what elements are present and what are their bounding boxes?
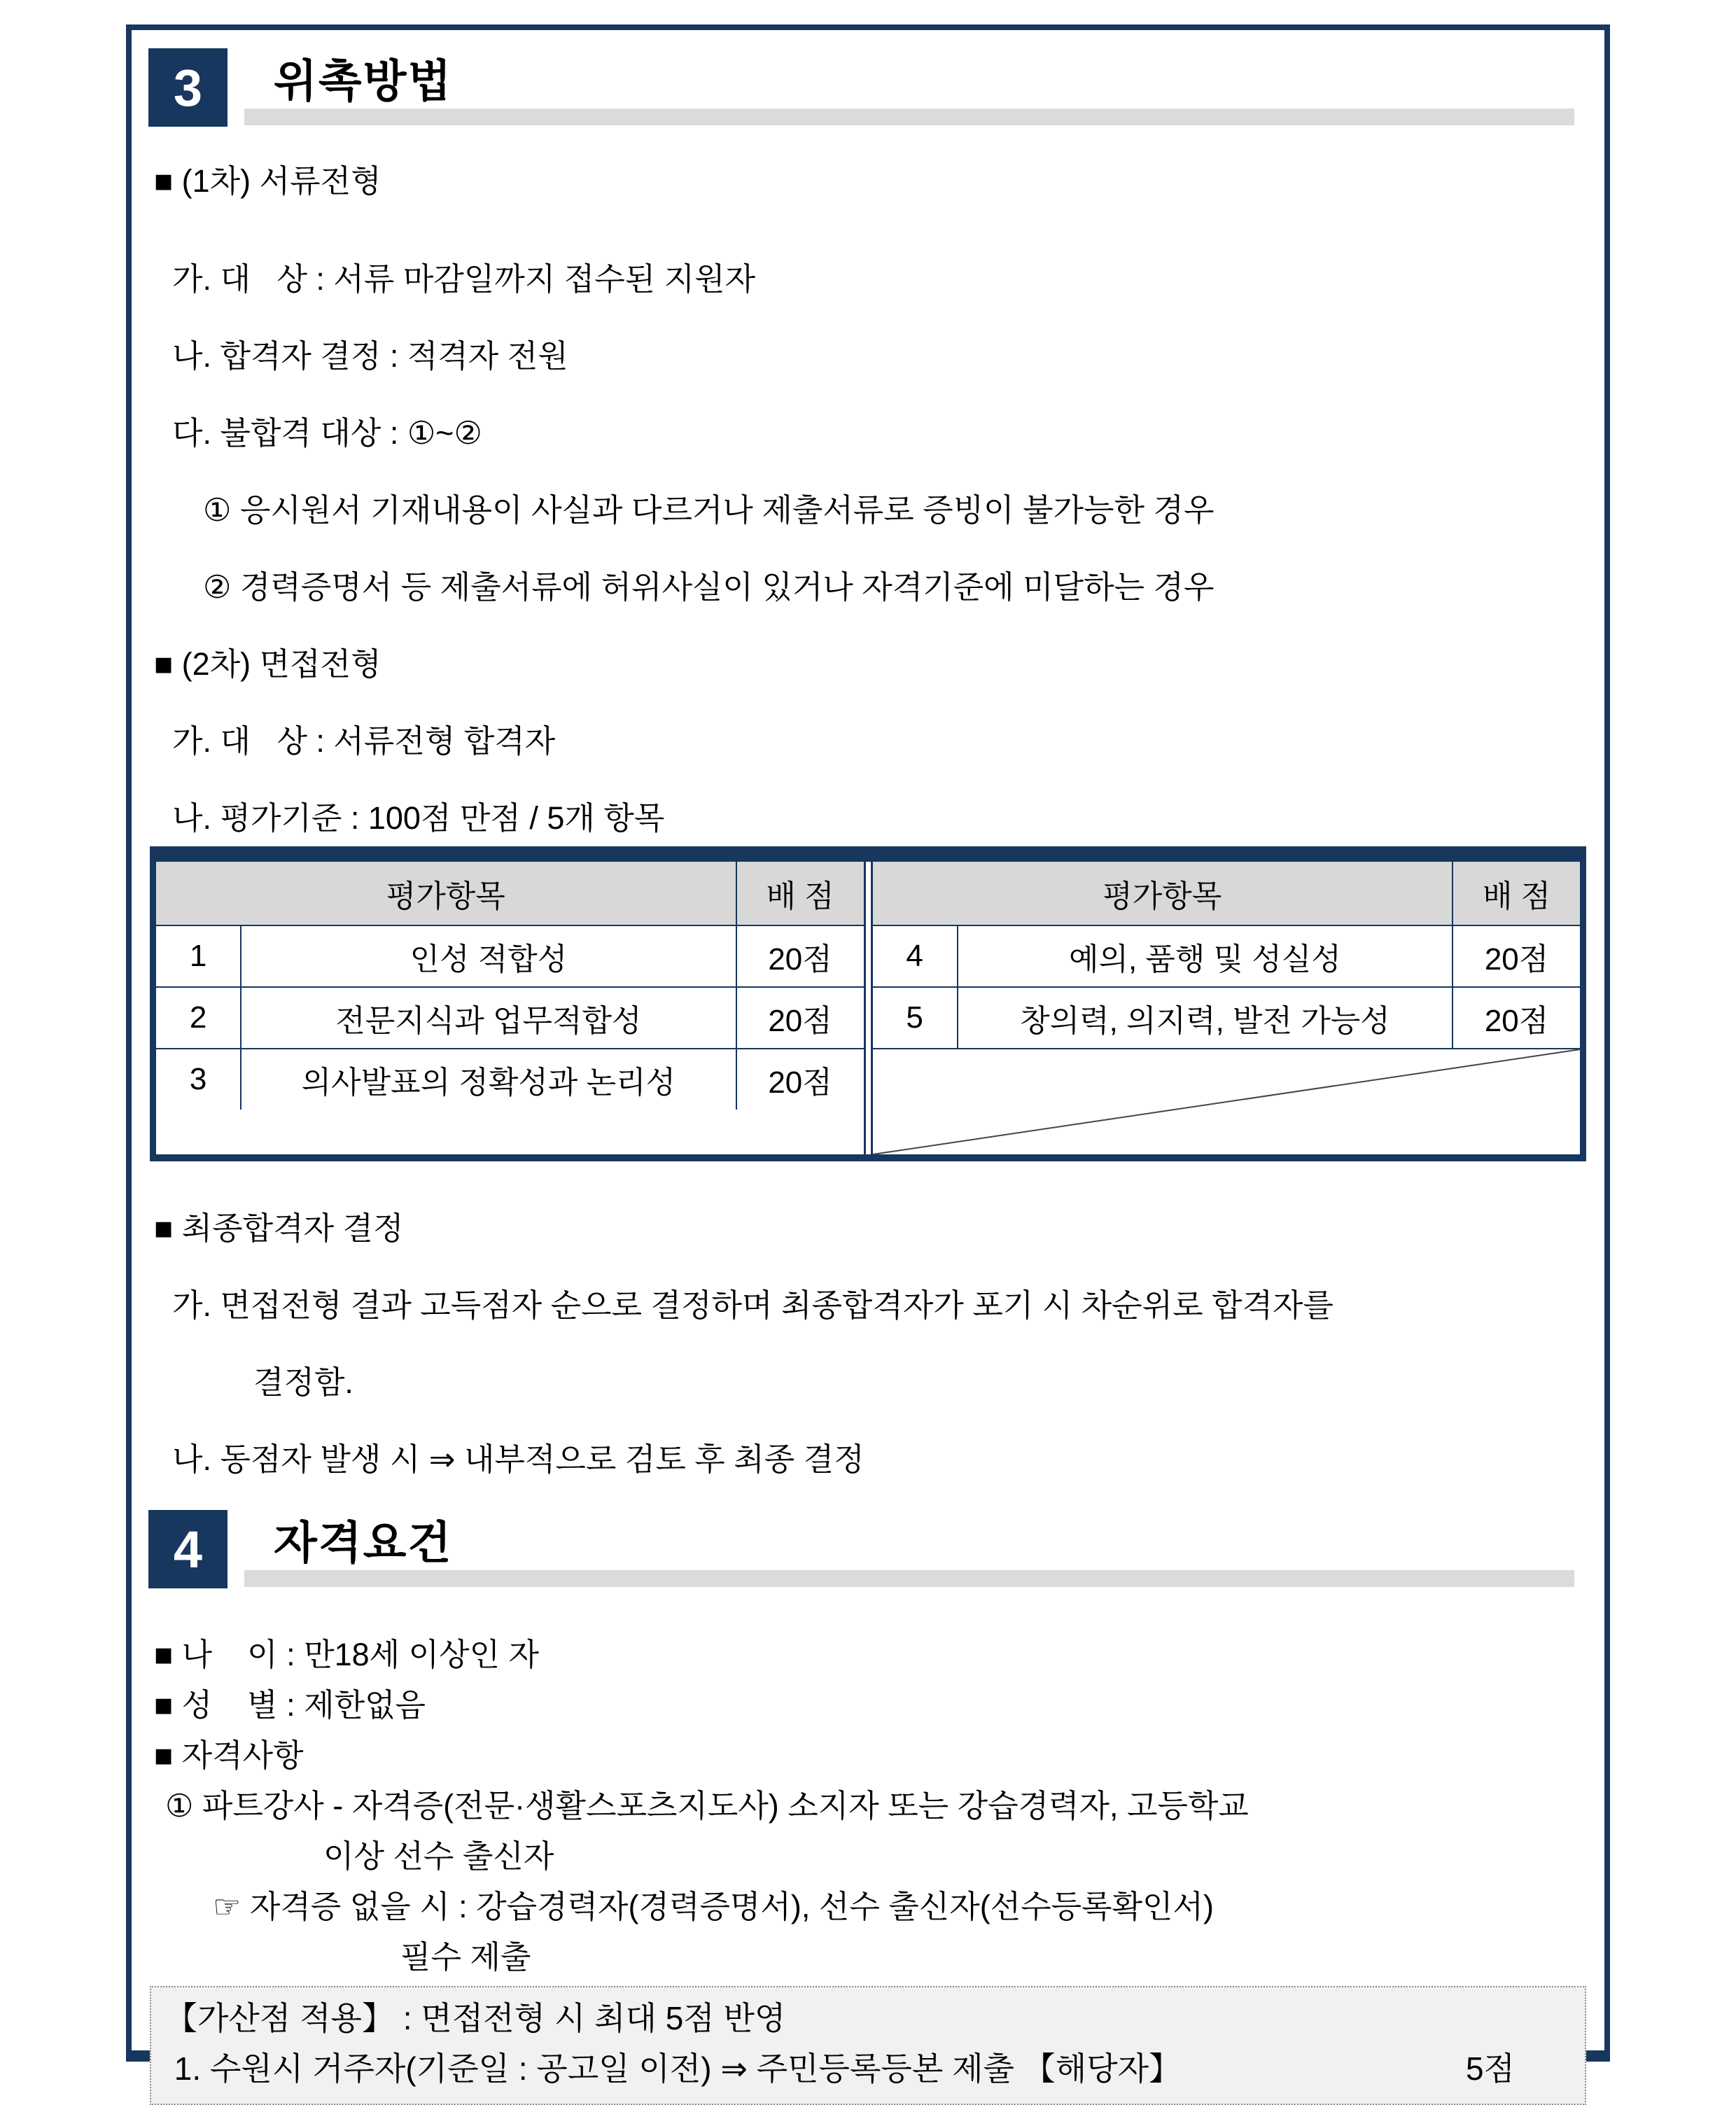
text-line: 나. 합격자 결정 : 적격자 전원 (172, 338, 568, 374)
table-cell-item: 예의, 품행 및 성실성 (958, 925, 1452, 987)
section4-title: 자격요건 (274, 1518, 453, 1568)
text-line: 이상 선수 출신자 (323, 1838, 554, 1874)
evaluation-table-right (871, 862, 1581, 1154)
text-line: ☞ 자격증 없을 시 : 강습경력자(경력증명서), 선수 출신자(선수등록확인서) (213, 1889, 1214, 1924)
table-row (156, 1049, 864, 1110)
table-cell-score: 20점 (1452, 987, 1580, 1049)
section3-title: 위촉방법 (274, 56, 453, 106)
table-cell-no: 2 (156, 987, 241, 1049)
bonus-points-box (150, 1986, 1586, 2105)
table-cell-score: 20점 (1452, 925, 1580, 987)
text-line: ■ (2차) 면접전형 (154, 646, 382, 682)
section3-body (148, 163, 1588, 837)
table-cell-no: 3 (156, 1049, 241, 1110)
table-cell-item: 의사발표의 정확성과 논리성 (241, 1049, 736, 1110)
section3-number-badge: 3 (148, 48, 227, 127)
bonus-score-value: 5점 (1465, 2050, 1515, 2087)
table-cell-item: 인성 적합성 (241, 925, 736, 987)
text-line: ■ 자격사항 (154, 1737, 304, 1773)
table-row (873, 987, 1581, 1049)
final-decision-block (148, 1210, 1588, 1478)
text-line: ■ 최종합격자 결정 (154, 1210, 404, 1246)
diagonal-line (873, 1049, 1581, 1154)
text-line: ① 응시원서 기재내용이 사실과 다르거나 제출서류로 증빙이 불가능한 경우 (203, 492, 1214, 528)
text-line: 결정함. (253, 1364, 354, 1400)
section4-header (148, 1510, 1588, 1588)
section3-title-area (244, 48, 1588, 127)
evaluation-table (150, 846, 1586, 1161)
table-header-item: 평가항목 (156, 862, 736, 925)
text-line: 나. 평가기준 : 100점 만점 / 5개 항목 (172, 800, 665, 836)
text-line: 가. 대 상 : 서류 마감일까지 접수된 지원자 (172, 261, 756, 297)
bonus-line-2 (165, 2049, 1571, 2088)
page-frame (126, 25, 1610, 2087)
section3-header (148, 48, 1588, 127)
table-row (873, 925, 1581, 987)
table-header-score: 배 점 (736, 862, 864, 925)
table-header-item: 평가항목 (873, 862, 1453, 925)
text-line: ② 경력증명서 등 제출서류에 허위사실이 있거나 자격기준에 미달하는 경우 (203, 569, 1214, 605)
bonus-line-2-text: 1. 수원시 거주자(기준일 : 공고일 이전) ⇒ 주민등록등본 제출 【해당자】 (165, 2050, 1182, 2087)
bonus-line-1: 【가산점 적용】 : 면접전형 시 최대 5점 반영 (165, 2000, 786, 2036)
evaluation-table-left (156, 862, 866, 1154)
section3-title-underline (244, 109, 1574, 125)
table-row (156, 925, 864, 987)
text-line: ■ (1차) 서류전형 (154, 163, 382, 199)
table-cell-score: 20점 (736, 987, 864, 1049)
section4-title-underline (244, 1570, 1574, 1587)
table-row (873, 1049, 1581, 1154)
section4-body (148, 1637, 1588, 1975)
text-line: ■ 나 이 : 만18세 이상인 자 (154, 1637, 540, 1672)
section4-number-badge: 4 (148, 1510, 227, 1588)
table-row (156, 987, 864, 1049)
table-cell-score: 20점 (736, 1049, 864, 1110)
text-line: 나. 동점자 발생 시 ⇒ 내부적으로 검토 후 최종 결정 (172, 1441, 864, 1477)
table-header-row (873, 862, 1581, 925)
diagonal-empty-cell (873, 1049, 1581, 1154)
text-line: 가. 면접전형 결과 고득점자 순으로 결정하며 최종합격자가 포기 시 차순위로 합격자를 (172, 1287, 1334, 1323)
text-line: 필수 제출 (400, 1939, 531, 1975)
text-line: 다. 불합격 대상 : ①~② (172, 415, 482, 451)
table-cell-no: 4 (873, 925, 958, 987)
table-cell-no: 5 (873, 987, 958, 1049)
table-cell-item: 창의력, 의지력, 발전 가능성 (958, 987, 1452, 1049)
table-header-score: 배 점 (1452, 862, 1580, 925)
table-cell-no: 1 (156, 925, 241, 987)
text-line: 가. 대 상 : 서류전형 합격자 (172, 723, 556, 759)
table-cell-item: 전문지식과 업무적합성 (241, 987, 736, 1049)
table-header-row (156, 862, 864, 925)
text-line: ■ 성 별 : 제한없음 (154, 1687, 426, 1723)
table-cell-score: 20점 (736, 925, 864, 987)
text-line: ① 파트강사 - 자격증(전문·생활스포츠지도사) 소지자 또는 강습경력자, 고등학교 (165, 1788, 1249, 1824)
section4-title-area (244, 1510, 1588, 1588)
